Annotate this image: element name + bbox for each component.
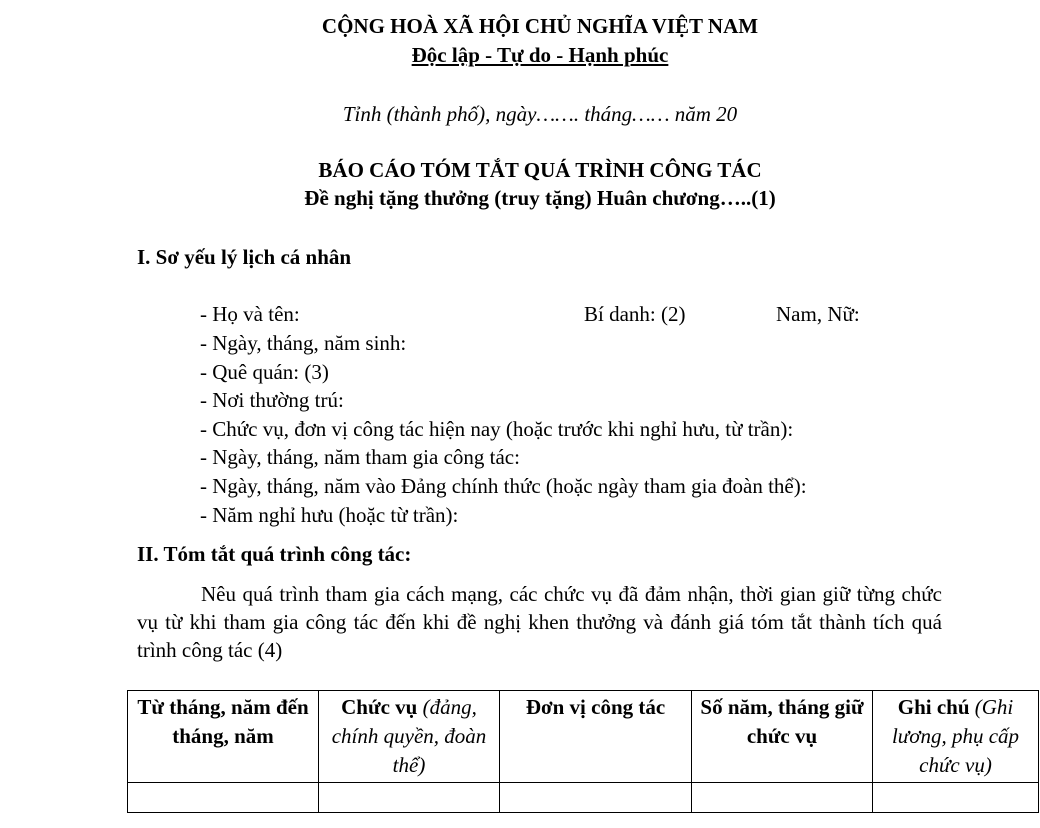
table-cell [692, 783, 873, 813]
table-cell [873, 783, 1039, 813]
field-birthdate: - Ngày, tháng, năm sinh: [200, 331, 407, 355]
col-position-note: (đảng, chính quyền, đoàn thể) [331, 695, 487, 777]
motto: Độc lập - Tự do - Hạnh phúc [411, 43, 669, 67]
table-cell [319, 783, 500, 813]
report-title: BÁO CÁO TÓM TẮT QUÁ TRÌNH CÔNG TÁC [318, 158, 762, 182]
col-period [128, 691, 319, 783]
section2-paragraph: Nêu quá trình tham gia cách mạng, các chức vụ đã đảm nhận, thời gian giữ từng chức vụ từ khi tham gia công tác đến khi đề nghị khen thưởng và đánh giá tóm tắt thành tích quá trình công tác (4) [137, 582, 942, 662]
field-alias: Bí danh: (2) [584, 302, 686, 326]
col-period-label: Từ tháng, năm đến tháng, năm [137, 695, 309, 748]
field-hometown: - Quê quán: (3) [200, 360, 329, 384]
field-residence: - Nơi thường trú: [200, 388, 344, 412]
nation-title: CỘNG HOÀ XÃ HỘI CHỦ NGHĨA VIỆT NAM [321, 14, 759, 38]
section2-heading: II. Tóm tắt quá trình công tác: [137, 542, 412, 566]
field-name: - Họ và tên: [200, 302, 300, 326]
col-position-label: Chức vụ [341, 695, 418, 719]
field-position: - Chức vụ, đơn vị công tác hiện nay (hoặc trước khi nghỉ hưu, từ trần): [200, 417, 794, 441]
table-cell [500, 783, 692, 813]
section1-heading: I. Sơ yếu lý lịch cá nhân [137, 245, 352, 269]
col-unit [500, 691, 692, 783]
field-party-date: - Ngày, tháng, năm vào Đảng chính thức (hoặc ngày tham gia đoàn thể): [200, 474, 807, 498]
field-gender: Nam, Nữ: [776, 302, 860, 326]
table-row [128, 783, 1039, 813]
table-cell [128, 783, 319, 813]
report-subtitle: Đề nghị tặng thưởng (truy tặng) Huân chương…..(1) [304, 186, 776, 210]
col-notes [873, 691, 1039, 783]
col-position [319, 691, 500, 783]
col-unit-label: Đơn vị công tác [525, 695, 666, 719]
date-line: Tỉnh (thành phố), ngày……. tháng…… năm 20 [342, 102, 738, 126]
table-header-row [128, 691, 1039, 783]
field-retirement: - Năm nghỉ hưu (hoặc từ trần): [200, 503, 459, 527]
field-work-start: - Ngày, tháng, năm tham gia công tác: [200, 445, 520, 469]
col-notes-label: Ghi chú [897, 695, 970, 719]
col-duration-label: Số năm, tháng giữ chức vụ [700, 695, 864, 748]
col-duration [692, 691, 873, 783]
col-notes-note: (Ghi lương, phụ cấp chức vụ) [891, 695, 1020, 777]
work-history-table [127, 690, 1039, 813]
